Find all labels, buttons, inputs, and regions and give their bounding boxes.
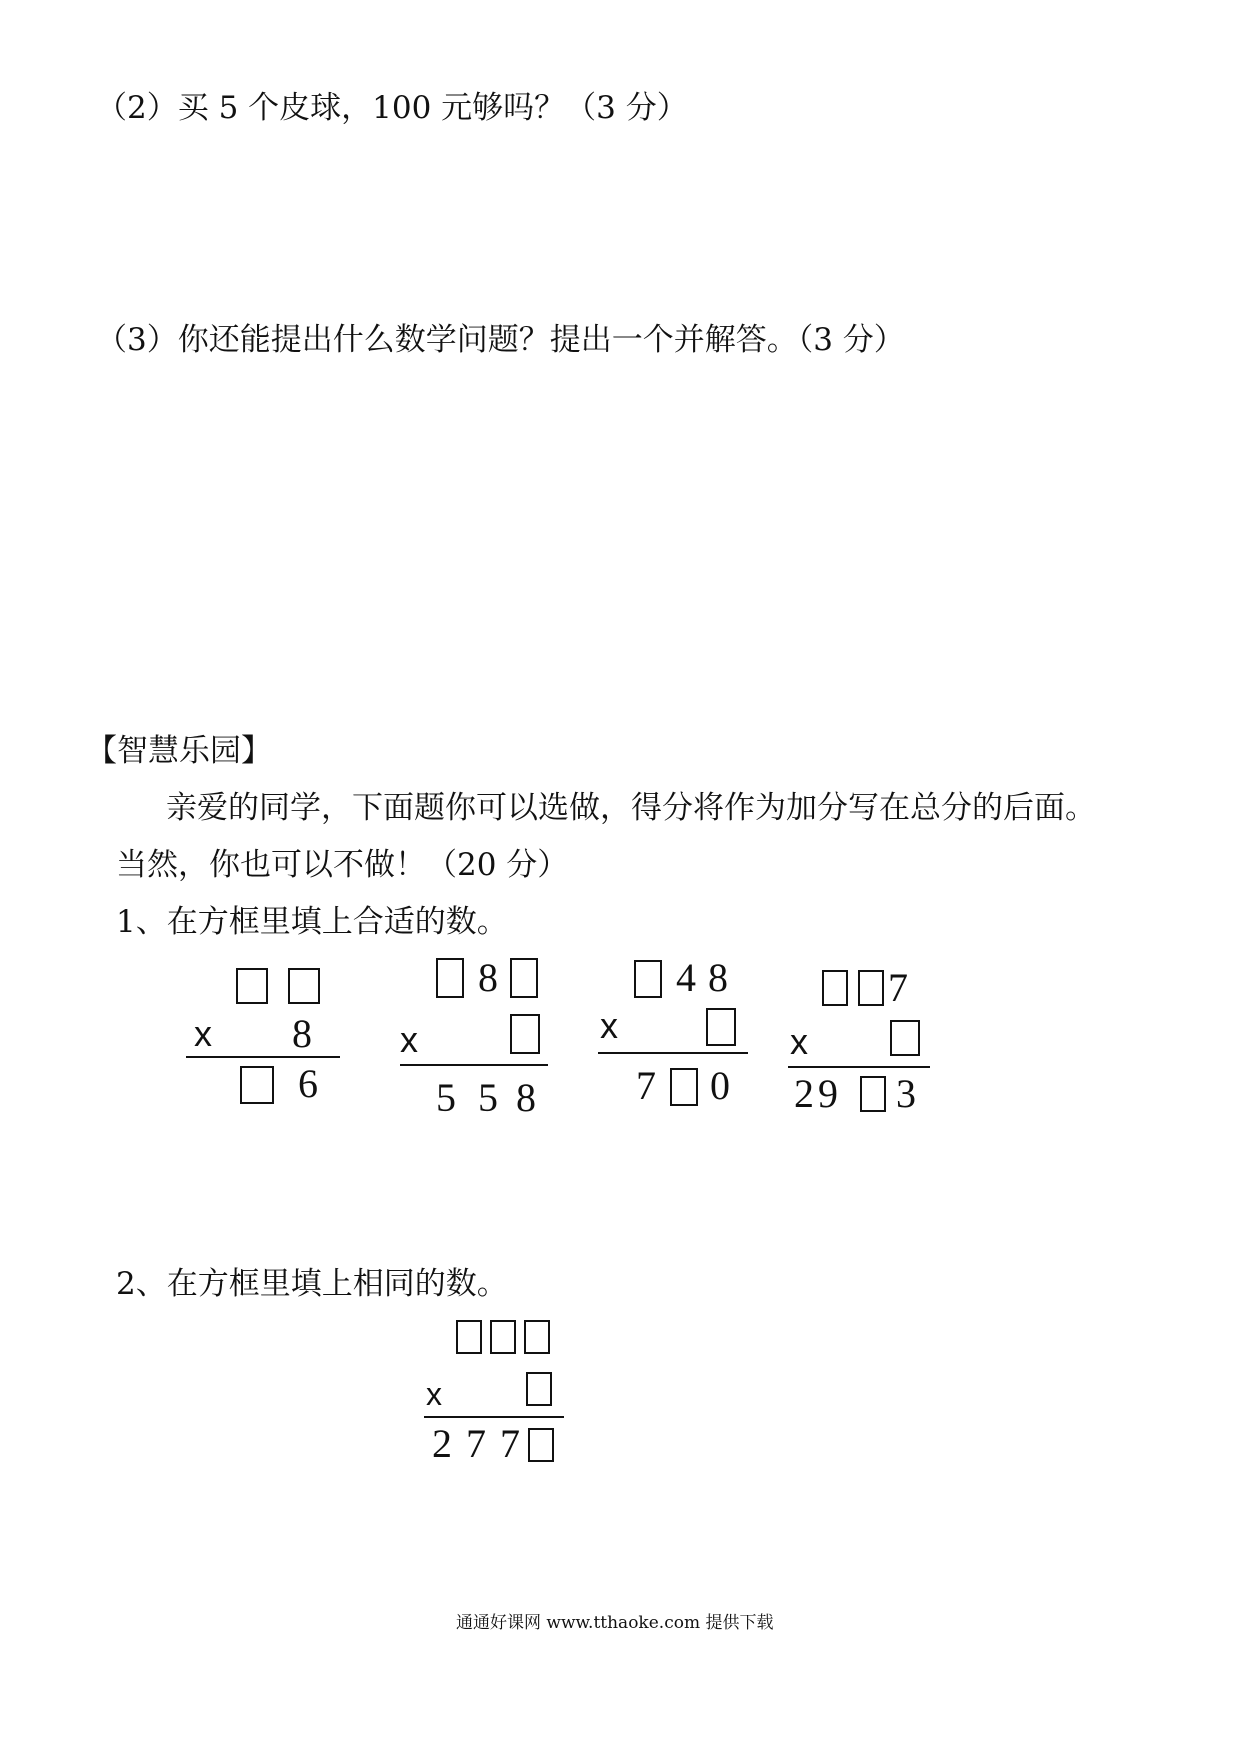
- answer-line: [186, 1056, 340, 1058]
- product-digit: 6: [298, 1061, 318, 1106]
- product-digit: 2: [432, 1421, 452, 1466]
- blank-box[interactable]: [634, 960, 662, 998]
- answer-line: [424, 1416, 564, 1418]
- product-digit: 5: [436, 1075, 456, 1120]
- product-digit: 7: [500, 1421, 520, 1466]
- times-sign: x: [194, 1013, 212, 1054]
- footer-text: 通通好课网 www.tthaoke.com 提供下载: [456, 1613, 774, 1633]
- product-digit: 8: [516, 1075, 536, 1120]
- blank-box[interactable]: [706, 1008, 736, 1046]
- blank-box[interactable]: [858, 970, 884, 1006]
- blank-box[interactable]: [822, 970, 848, 1006]
- blank-box[interactable]: [670, 1068, 698, 1106]
- answer-line: [598, 1052, 748, 1054]
- blank-box[interactable]: [490, 1320, 516, 1354]
- question-2: （2）买 5 个皮球，100 元够吗？（3 分）: [96, 90, 688, 126]
- product-digit: 5: [478, 1075, 498, 1120]
- times-sign: x: [426, 1376, 442, 1412]
- section-title: 【智慧乐园】: [86, 733, 272, 769]
- multiplier-digit: 8: [292, 1011, 312, 1056]
- answer-line: [400, 1064, 548, 1066]
- product-digits: 29: [794, 1071, 842, 1116]
- times-sign: x: [600, 1005, 618, 1046]
- top-digit: 7: [888, 965, 908, 1010]
- blank-box[interactable]: [436, 958, 464, 998]
- product-digit: 7: [636, 1063, 656, 1108]
- blank-box[interactable]: [240, 1066, 274, 1104]
- blank-box[interactable]: [528, 1428, 554, 1462]
- section-intro-line-2: 当然，你也可以不做！（20 分）: [116, 847, 569, 883]
- task-1-label: 1、在方框里填上合适的数。: [116, 904, 508, 940]
- blank-box[interactable]: [510, 958, 538, 998]
- blank-box[interactable]: [456, 1320, 482, 1354]
- answer-line: [788, 1066, 930, 1068]
- blank-box[interactable]: [524, 1320, 550, 1354]
- blank-box[interactable]: [890, 1020, 920, 1056]
- top-digit: 8: [478, 955, 498, 1000]
- top-digit: 4: [676, 955, 696, 1000]
- blank-box[interactable]: [510, 1014, 540, 1054]
- product-digit: 0: [710, 1063, 730, 1108]
- top-digit: 8: [708, 955, 728, 1000]
- blank-box[interactable]: [860, 1076, 886, 1112]
- times-sign: x: [400, 1019, 418, 1060]
- product-digit: 7: [466, 1421, 486, 1466]
- blank-box[interactable]: [288, 968, 320, 1004]
- blank-box[interactable]: [236, 968, 268, 1004]
- section-intro-line-1: 亲爱的同学，下面题你可以选做，得分将作为加分写在总分的后面。: [166, 790, 1096, 826]
- blank-box[interactable]: [526, 1372, 552, 1406]
- product-digit: 3: [896, 1071, 916, 1116]
- task-2-label: 2、在方框里填上相同的数。: [116, 1266, 508, 1302]
- question-3: （3）你还能提出什么数学问题？提出一个并解答。（3 分）: [96, 322, 905, 358]
- times-sign: x: [790, 1021, 808, 1062]
